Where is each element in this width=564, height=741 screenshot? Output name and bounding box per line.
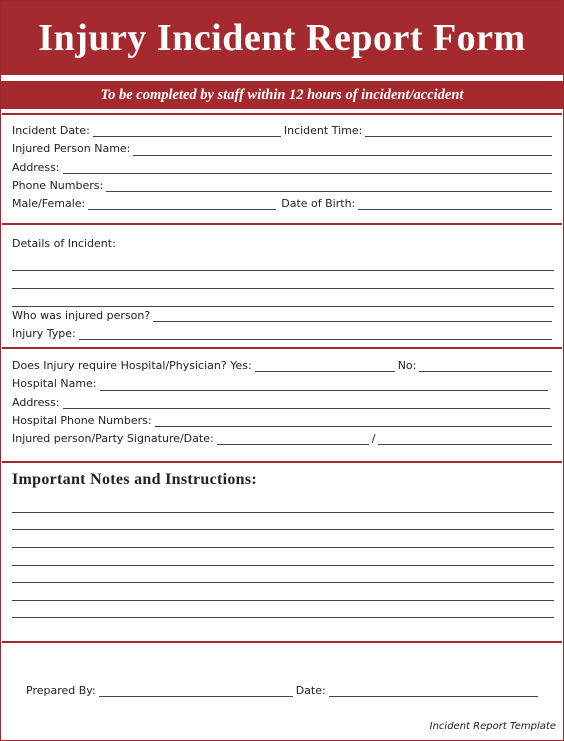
address-field[interactable] (63, 162, 552, 174)
hospital-no-field[interactable] (419, 360, 552, 372)
template-label: Incident Report Template (429, 720, 556, 732)
injury-type-row (12, 325, 562, 343)
address-row (12, 159, 562, 177)
notes-line[interactable] (12, 583, 554, 601)
prepared-date-label: Date: (295, 684, 326, 697)
who-injured-field[interactable] (153, 310, 552, 322)
injury-type-label: Injury Type: (12, 326, 76, 340)
injury-type-field[interactable] (79, 328, 552, 340)
phone-numbers-label: Phone Numbers: (12, 178, 104, 192)
hospital-name-field[interactable] (100, 379, 548, 391)
form-title: Injury Incident Report Form (1, 1, 563, 75)
hospital-required-label: Does Injury require Hospital/Physician? Yes: (12, 359, 252, 372)
injured-person-name-label: Injured Person Name: (12, 142, 131, 156)
notes-section (2, 461, 562, 641)
hospital-address-label: Address: (12, 395, 60, 409)
signature-slash: / (371, 432, 376, 446)
phone-numbers-field[interactable] (106, 180, 552, 192)
signature-row (12, 430, 562, 448)
prepared-date-field[interactable] (329, 685, 538, 697)
notes-line[interactable] (12, 495, 554, 513)
prepared-by-section (2, 641, 562, 740)
phone-row (12, 177, 562, 195)
details-line[interactable] (12, 253, 554, 271)
date-of-birth-field[interactable] (358, 198, 552, 210)
details-label-row (12, 235, 562, 253)
incident-date-row (12, 122, 562, 140)
incident-info-section (2, 113, 562, 223)
prepared-by-field[interactable] (99, 685, 293, 697)
who-injured-label: Who was injured person? (12, 308, 151, 322)
incident-date-field[interactable] (93, 125, 281, 137)
incident-time-label: Incident Time: (283, 124, 363, 137)
address-label: Address: (12, 160, 60, 174)
hospital-phone-row (12, 412, 562, 430)
hospital-yes-field[interactable] (255, 360, 395, 372)
prepared-by-row (26, 682, 562, 700)
who-injured-row (12, 307, 562, 325)
hospital-name-label: Hospital Name: (12, 377, 97, 391)
hospital-section (2, 347, 562, 461)
notes-line[interactable] (12, 530, 554, 548)
prepared-by-label: Prepared By: (26, 684, 96, 697)
notes-line[interactable] (12, 513, 554, 531)
gender-dob-row (12, 195, 562, 213)
incident-time-field[interactable] (365, 125, 552, 137)
notes-title: Important Notes and Instructions: (12, 471, 258, 488)
hospital-no-label: No: (397, 359, 417, 372)
form-subtitle: To be completed by staff within 12 hours of incident/accident (1, 81, 563, 109)
incident-date-label: Incident Date: (12, 124, 90, 137)
hospital-required-row (12, 357, 562, 375)
incident-details-section (2, 223, 562, 347)
injured-name-row (12, 140, 562, 158)
hospital-phone-label: Hospital Phone Numbers: (12, 413, 152, 427)
hospital-phone-field[interactable] (155, 415, 552, 427)
male-female-field[interactable] (88, 198, 276, 210)
male-female-label: Male/Female: (12, 197, 86, 211)
notes-line[interactable] (12, 548, 554, 566)
hospital-address-field[interactable] (63, 397, 550, 409)
signature-date-label: Injured person/Party Signature/Date: (12, 432, 214, 446)
injured-person-name-field[interactable] (133, 144, 552, 156)
details-of-incident-label: Details of Incident: (12, 237, 116, 250)
details-line[interactable] (12, 289, 554, 307)
details-line[interactable] (12, 271, 554, 289)
notes-line[interactable] (12, 601, 554, 619)
signature-field[interactable] (217, 433, 369, 445)
date-of-birth-label: Date of Birth: (281, 197, 356, 211)
signature-date-field[interactable] (378, 433, 552, 445)
hospital-name-row (12, 375, 562, 393)
notes-line[interactable] (12, 566, 554, 584)
hospital-address-row (12, 394, 562, 412)
